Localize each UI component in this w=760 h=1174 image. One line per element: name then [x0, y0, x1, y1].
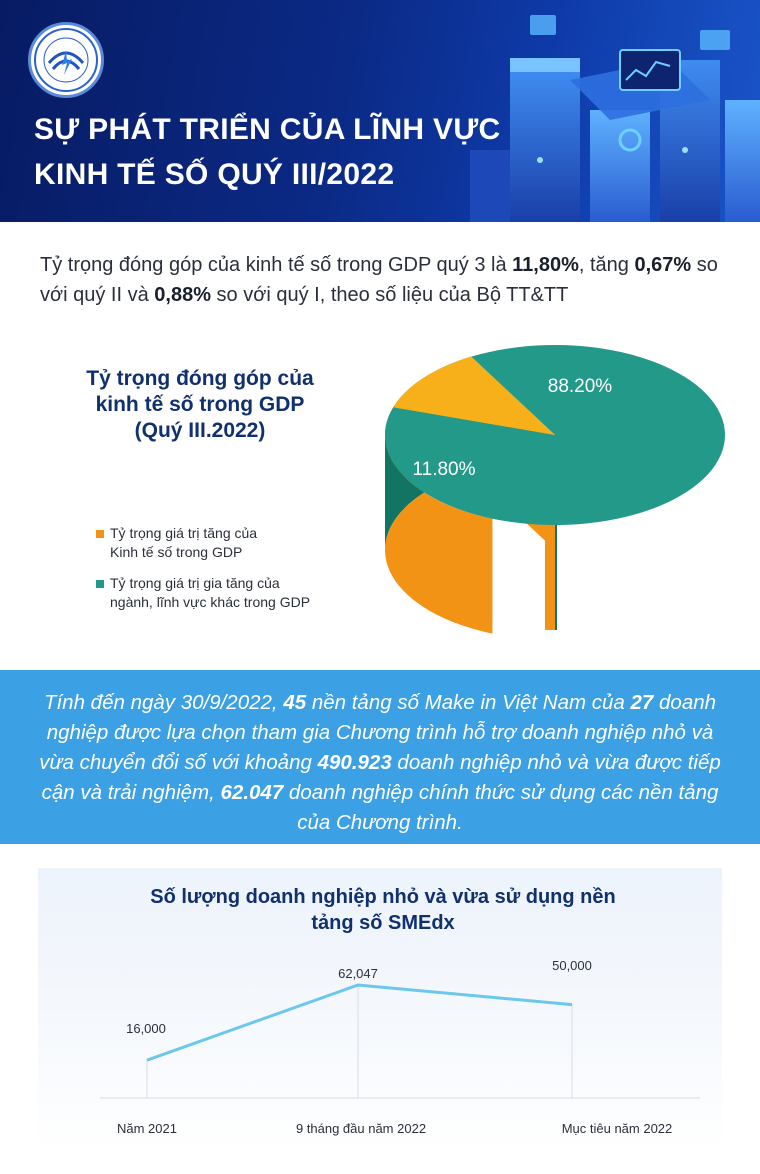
- info-value-smes-using: 62.047: [220, 781, 284, 804]
- intro-text-1: Tỷ trọng đóng góp của kinh tế số trong GDP quý 3 là: [40, 254, 513, 276]
- x-tick-label: Mục tiêu năm 2022: [561, 1121, 673, 1136]
- intro-value-vs-q2: 0,67%: [634, 254, 692, 276]
- line-title-line: Số lượng doanh nghiệp nhỏ và vừa sử dụng nền: [150, 886, 616, 908]
- info-value-smes-reached: 490.923: [317, 751, 392, 774]
- pie-label-other: 88.20%: [547, 376, 613, 397]
- legend-swatch-teal: [96, 580, 104, 588]
- x-tick-label: 9 tháng đầu năm 2022: [295, 1121, 427, 1136]
- intro-value-share: 11,80%: [512, 254, 579, 276]
- info-text-2: nền tảng số Make in Việt Nam của: [306, 691, 631, 714]
- intro-text-2: , tăng: [578, 254, 635, 276]
- info-text-4: doanh nghiệp nhỏ và vừa được tiếp cận và trải nghiệm,: [41, 751, 721, 804]
- info-text-3: doanh nghiệp được lựa chọn tham gia Chương trình hỗ trợ doanh nghiệp nhỏ và vừa chuyển đổi số với khoảng: [39, 691, 717, 774]
- page-title-line-1: SỰ PHÁT TRIỂN CỦA LĨNH VỰC: [34, 113, 501, 146]
- line-title-line: tảng số SMEdx: [311, 912, 455, 934]
- data-label: 62,047: [338, 966, 378, 981]
- ministry-seal-icon: [28, 22, 104, 98]
- legend-swatch-orange: [96, 530, 104, 538]
- pie-chart-title: [50, 366, 350, 444]
- pie-title-line: kinh tế số trong GDP: [95, 393, 305, 416]
- legend-item-other-sectors: [96, 574, 376, 612]
- legend-label-line: ngành, lĩnh vực khác trong GDP: [110, 594, 311, 610]
- intro-text-4: so với quý I, theo số liệu của Bộ TT&TT: [211, 284, 569, 306]
- header-banner: [0, 0, 760, 222]
- digital-city-illustration: [470, 0, 760, 222]
- intro-value-vs-q1: 0,88%: [154, 284, 211, 306]
- page-title-line-2: KINH TẾ SỐ QUÝ III/2022: [34, 158, 395, 191]
- info-text-5: doanh nghiệp chính thức sử dụng các nền tảng của Chương trình.: [283, 781, 719, 834]
- pie-title-line: Tỷ trọng đóng góp của: [86, 367, 314, 390]
- pie-legend: [96, 524, 376, 624]
- info-text-1: Tính đến ngày 30/9/2022,: [43, 691, 284, 714]
- pie-label-digital: 11.80%: [412, 459, 476, 480]
- intro-text-3: so với quý II và: [40, 254, 718, 306]
- line-chart-title: [118, 884, 648, 936]
- data-label: 50,000: [552, 958, 592, 973]
- program-info-box: [0, 670, 760, 844]
- legend-label-line: Kinh tế số trong GDP: [110, 544, 243, 560]
- pie-title-line: (Quý III.2022): [134, 419, 266, 442]
- data-label: 16,000: [126, 1021, 166, 1036]
- info-value-companies: 27: [630, 691, 654, 714]
- pie-chart: [380, 340, 730, 640]
- info-value-platforms: 45: [283, 691, 307, 714]
- legend-label-line: Tỷ trọng giá trị tăng của: [110, 525, 258, 541]
- x-tick-label: Năm 2021: [117, 1121, 177, 1136]
- legend-item-digital-economy: [96, 524, 376, 562]
- program-info-text: [38, 688, 722, 838]
- intro-paragraph: [40, 250, 730, 310]
- legend-label-line: Tỷ trọng giá trị gia tăng của: [110, 575, 280, 591]
